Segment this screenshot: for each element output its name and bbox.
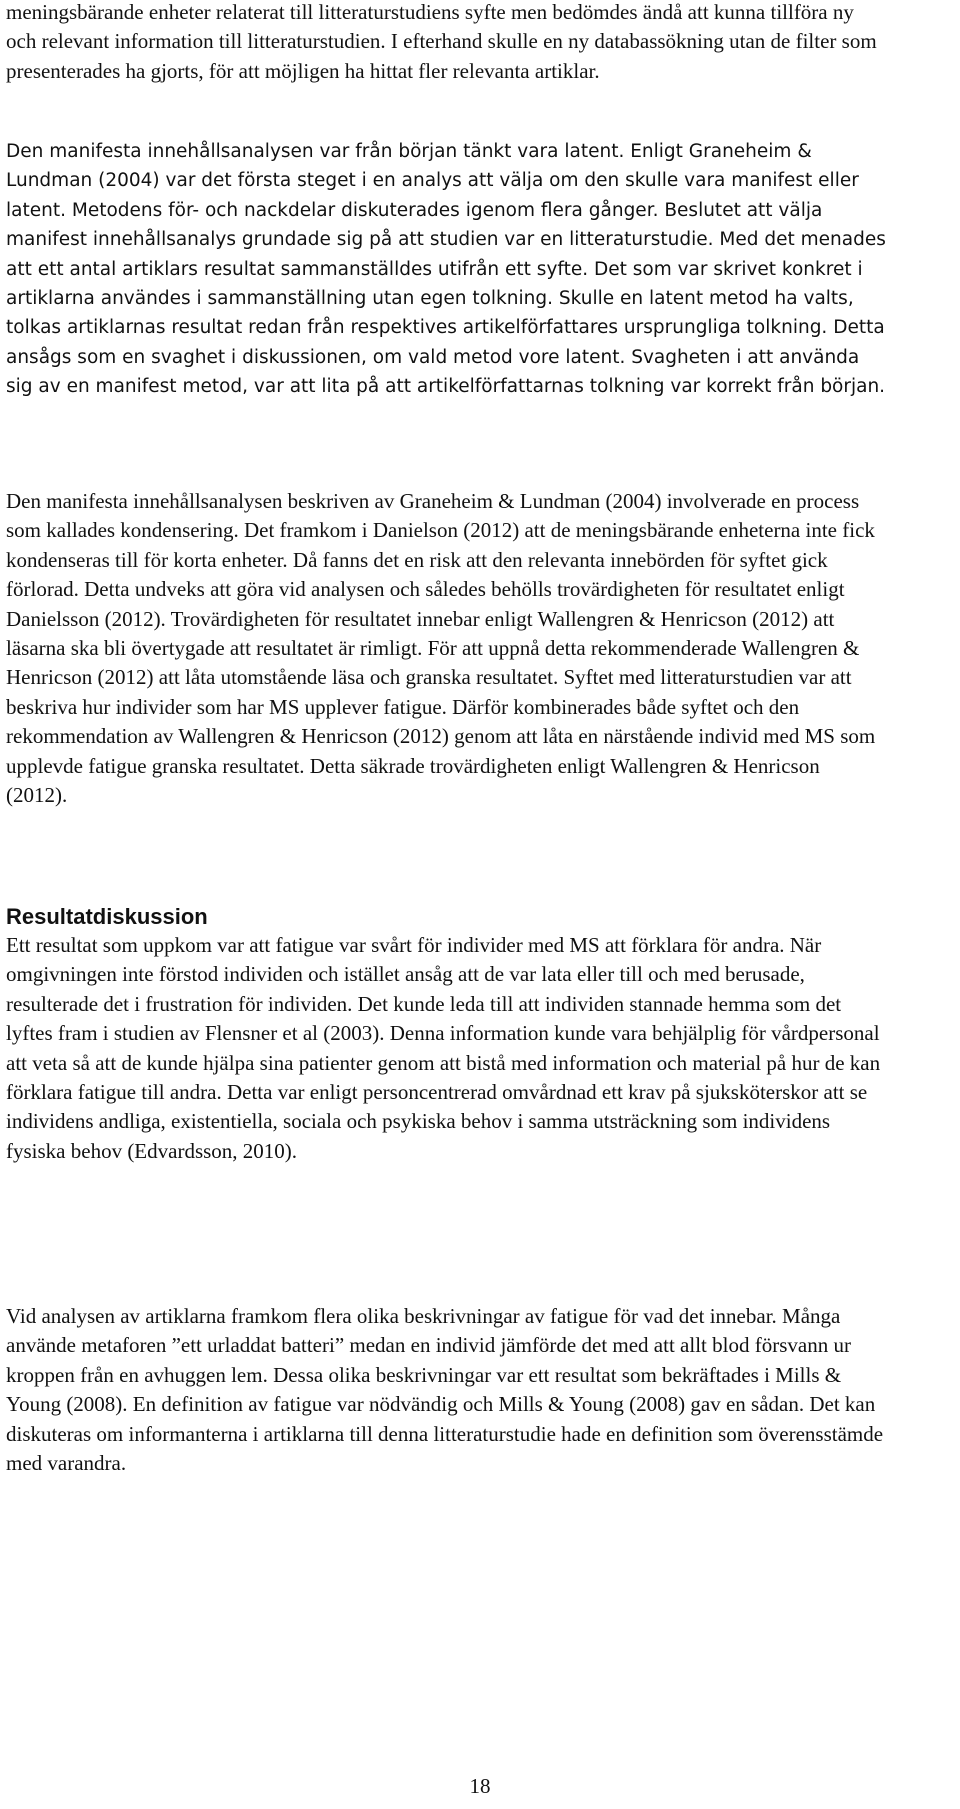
paragraph-continued: meningsbärande enheter relaterat till litteraturstudiens syfte men bedömdes ändå att kunna tillföra ny och relevant information till litteraturstudien. I efterhand skulle en ny databassökning utan de filter som presenterades ha gjorts, för att möjligen ha hittat fler relevanta artiklar. [6, 0, 877, 83]
page-number: 18 [469, 1774, 491, 1798]
paragraph-condensation: Den manifesta innehållsanalysen beskriven av Graneheim & Lundman (2004) involverade en process som kallades kondensering. Det framkom i Danielson (2012) att de meningsbärande enheterna inte fick kondenseras till för korta enheter. Då fanns det en risk att den relevanta innebörden för syftet gick förlorad. Detta undveks att göra vid analysen och således behölls trovärdigheten för resultatet enligt Danielsson (2012). Trovärdigheten för resultatet innebar enligt Wallengren & Henricson (2012) att läsarna ska bli övertygade att resultatet är rimligt. För att uppnå detta rekommenderade Wallengren & Henricson (2012) att låta utomstående läsa och granska resultatet. Syftet med litteraturstudien var att beskriva hur individer som har MS upplever fatigue. Därför kombinerades både syftet och den rekommendation av Wallengren & Henricson (2012) genom att låta en närstående individ med MS som upplevde fatigue granska resultatet. Detta säkrade trovärdigheten enligt Wallengren & Henricson (2012). [6, 489, 876, 808]
paragraph-fatigue-descriptions: Vid analysen av artiklarna framkom flera olika beskrivningar av fatigue för vad det innebar. Många använde metaforen ”ett urladdat batteri” medan en individ jämförde det med att allt blod försvann ur kroppen från en avhuggen lem. Dessa olika beskrivningar var ett resultat som bekräftades i Mills & Young (2008). En definition av fatigue var nödvändig och Mills & Young (2008) gav en sådan. Det kan diskuteras om informanterna i artiklarna till denna litteraturstudie hade en definition som överensstämde med varandra. [6, 1304, 884, 1476]
paragraph-explaining-fatigue: Ett resultat som uppkom var att fatigue var svårt för individer med MS att förklara för andra. När omgivningen inte förstod individen och istället ansåg att de var lata eller till och med berusade, resulterade det i frustration för individen. Det kunde leda till att individen stannade hemma som det lyftes fram i studien av Flensner et al (2003). Denna information kunde vara behjälplig för vårdpersonal att veta så att de kunde hjälpa sina patienter genom att bistå med information och material på hur de kan förklara fatigue till andra. Detta var enligt personcentrerad omvårdnad ett krav på sjuksköterskor att se individens andliga, existentiella, sociala och psykiska behov i samma utsträckning som individens fysiska behov (Edvardsson, 2010). [6, 933, 881, 1163]
paragraph-manifest-analysis: Den manifesta innehållsanalysen var från början tänkt vara latent. Enligt Graneheim & Lundman (2004) var det första steget i en analys att välja om den skulle vara manifest eller latent. Metodens för- och nackdelar diskuterades igenom flera gånger. Beslutet att välja manifest innehållsanalys grundade sig på att studien var en litteraturstudie. Med det menades att ett antal artiklars resultat sammanställdes utifrån ett syfte. Det som var skrivet konkret i artiklarna användes i sammanställning utan egen tolkning. Skulle en latent metod ha valts, tolkas artiklarnas resultat redan från respektives artikelförfattares ursprungliga tolkning. Detta ansågs som en svaghet i diskussionen, om vald metod vore latent. Svagheten i att använda sig av en manifest metod, var att lita på att artikelförfattarnas tolkning var korrekt från början. [6, 141, 886, 398]
section-heading-resultatdiskussion: Resultatdiskussion [6, 904, 208, 929]
